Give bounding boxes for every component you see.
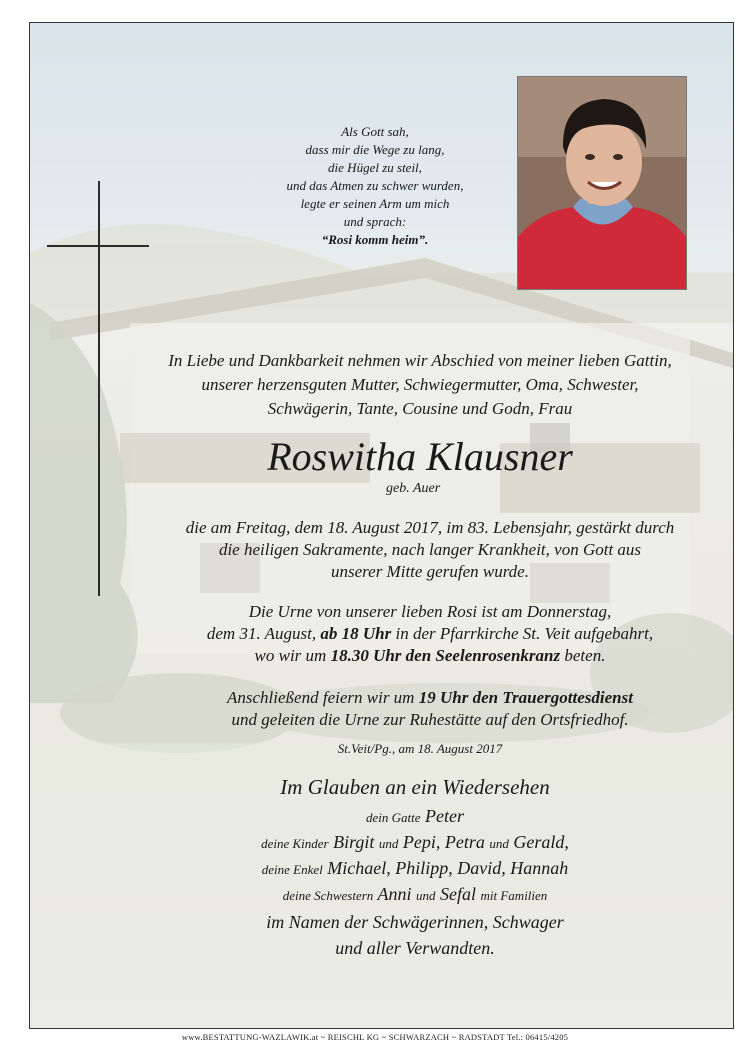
closing-phrase: Im Glauben an ein Wiedersehen	[280, 775, 550, 799]
intro-line: Schwägerin, Tante, Cousine und Godn, Frau	[267, 399, 573, 418]
poem-line: und sprach:	[343, 214, 407, 229]
poem-quote: “Rosi komm heim”.	[321, 232, 429, 247]
service-line-1	[120, 687, 734, 709]
funeral-service-notice	[120, 687, 734, 731]
portrait-photo	[517, 76, 687, 290]
death-notice	[120, 517, 734, 583]
service-time: 19 Uhr den Trauergottesdienst	[418, 688, 633, 707]
spouse-label: dein Gatte	[366, 810, 421, 825]
rosary-end: beten.	[560, 646, 606, 665]
rosary-time: 18.30 Uhr den Seelenrosenkranz	[330, 646, 561, 665]
death-notice-line: die am Freitag, dem 18. August 2017, im 83. Lebensjahr, gestärkt durch	[185, 518, 675, 537]
urn-line-2	[120, 623, 734, 645]
sister-name: Anni	[377, 884, 412, 904]
service-line-2: und geleiten die Urne zur Ruhestätte auf den Ortsfriedhof.	[231, 710, 629, 729]
mourner-sisters	[180, 881, 650, 909]
death-notice-line: die heiligen Sakramente, nach langer Krankheit, von Gott aus	[218, 540, 642, 559]
service-intro: Anschließend feiern wir um	[227, 688, 419, 707]
conjunction: und	[378, 836, 399, 851]
sisters-label: deine Schwestern	[282, 888, 374, 903]
conjunction: und	[489, 836, 509, 851]
child-name: Pepi,	[402, 832, 441, 852]
urn-time: ab 18 Uhr	[320, 624, 392, 643]
sister-name: Sefal	[440, 884, 476, 904]
parte-card	[29, 22, 734, 1029]
child-name: Birgit	[333, 832, 375, 852]
mourner-inlaws: im Namen der Schwägerinnen, Schwager	[266, 912, 564, 932]
poem-line: dass mir die Wege zu lang,	[305, 142, 445, 157]
poem-line: legte er seinen Arm um mich	[300, 196, 450, 211]
maiden-name: geb. Auer	[386, 481, 441, 496]
families-label: mit Familien	[480, 888, 548, 903]
child-name: Petra	[444, 832, 485, 852]
spouse-name: Peter	[425, 806, 464, 826]
poem-line: und das Atmen zu schwer wurden,	[286, 178, 464, 193]
urn-line-3	[120, 645, 734, 667]
cross-vertical-bar	[98, 181, 100, 596]
mourner-spouse	[180, 803, 650, 831]
cross-horizontal-bar	[47, 245, 149, 247]
grandchildren-names: Michael, Philipp, David, Hannah	[327, 858, 569, 878]
portrait-image	[518, 77, 686, 289]
funeral-home-footer: www.BESTATTUNG-WAZLAWIK.at ~ REISCHL KG ~ SCHWARZACH ~ RADSTADT Tel.: 06415/4205	[181, 1032, 569, 1042]
intro-line: unserer herzensguten Mutter, Schwiegermutter, Oma, Schwester,	[201, 375, 639, 394]
place-and-date: St.Veit/Pg., am 18. August 2017	[337, 741, 503, 756]
poem	[240, 123, 510, 249]
urn-location: in der Pfarrkirche St. Veit aufgebahrt,	[391, 624, 654, 643]
children-label: deine Kinder	[261, 836, 329, 851]
grandchildren-label: deine Enkel	[261, 862, 323, 877]
farewell-intro	[110, 349, 730, 421]
urn-viewing-notice	[120, 601, 734, 667]
urn-date-text: dem 31. August,	[206, 624, 321, 643]
poem-line: die Hügel zu steil,	[328, 160, 422, 175]
deceased-name: Roswitha Klausner	[267, 434, 573, 479]
intro-line: In Liebe und Dankbarkeit nehmen wir Abschied von meiner lieben Gattin,	[168, 351, 672, 370]
mourner-grandchildren	[180, 855, 650, 883]
mourner-children	[180, 829, 650, 857]
mourner-relatives: und aller Verwandten.	[335, 938, 495, 958]
rosary-intro: wo wir um	[254, 646, 331, 665]
poem-line: Als Gott sah,	[341, 124, 409, 139]
conjunction: und	[416, 888, 436, 903]
child-name: Gerald,	[513, 832, 569, 852]
death-notice-line: unserer Mitte gerufen wurde.	[331, 562, 529, 581]
urn-line-1: Die Urne von unserer lieben Rosi ist am Donnerstag,	[248, 602, 612, 621]
